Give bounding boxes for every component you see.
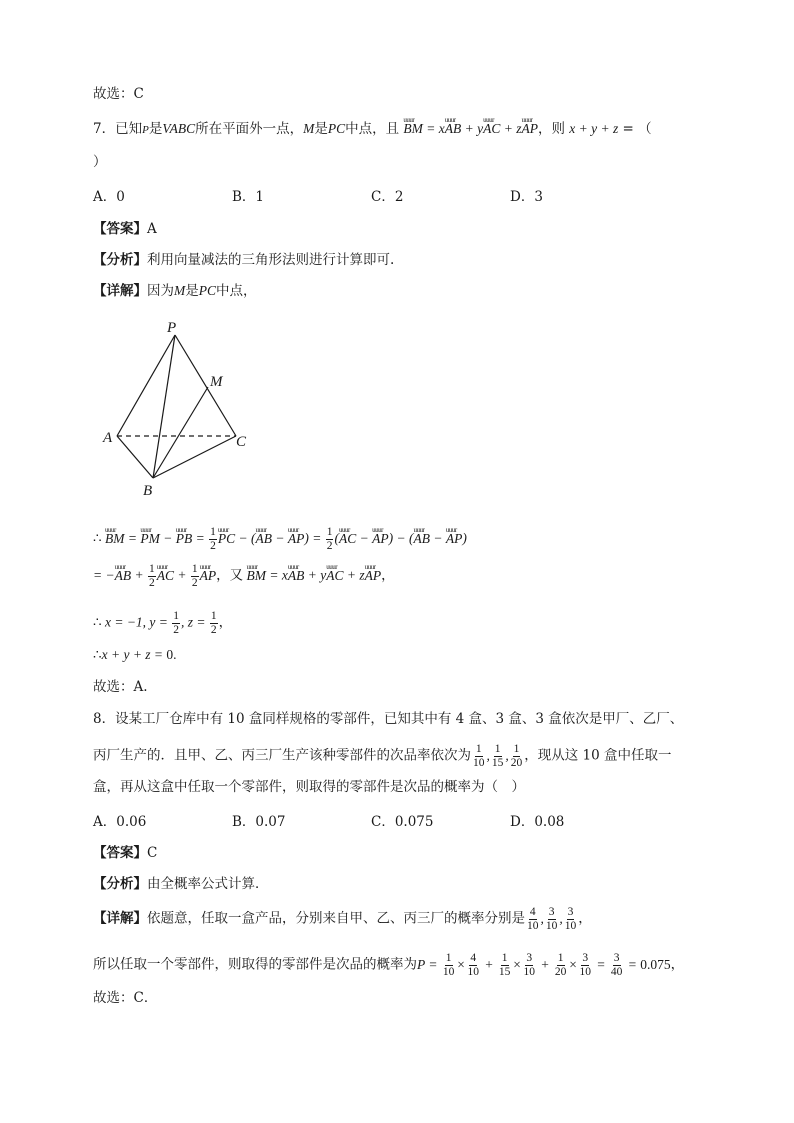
q7-derivation-line3: ∴ x = −1, y = $\frac{1}{2}$ , z = $\frac{1}{2}$ ， — [93, 610, 233, 636]
vertex-label-a: A — [103, 430, 113, 446]
q8-option-c: C．0.075 — [371, 814, 434, 830]
vertex-label-m: M — [210, 374, 223, 390]
q7-analysis: 【分析】利用向量减法的三角形法则进行计算即可. — [93, 252, 395, 268]
q7-detail: 【详解】因为M是PC中点， — [93, 283, 257, 299]
q8-analysis: 【分析】由全概率公式计算． — [93, 876, 269, 892]
q7-derivation-line1: ∴ uuur BM = uuur PM − uuur PB = $\frac{1}{2}$ uuur PC − (uuur AB − uuur AP) = $\frac{1}{2}$ (uuur AC − uuur AP) − (uuur AB − uuur AP) — [93, 526, 467, 553]
q7-options — [93, 187, 543, 207]
q8-detail-line2: 所以任取一个零部件，则取得的零部件是次品的概率为P = $\frac{1}{10}$ × $\frac{4}{10}$ + $\frac{1}{15}$ × $\frac{3}{10}$ + $\frac{1}{20}$ × $\frac{3}{10}$ = $\frac{3}{40}$ = 0.075， — [93, 952, 685, 978]
q8-option-b: B．0.07 — [232, 814, 286, 830]
q7-option-d: D．3 — [510, 189, 543, 205]
q7-option-c: C．2 — [371, 189, 404, 205]
q8-detail-line1: 【详解】依题意，任取一盒产品，分别来自甲、乙、丙三厂的概率分别是 $\frac{4}{10}$ , $\frac{3}{10}$ , $\frac{3}{10}$ ， — [93, 906, 592, 932]
q8-options — [93, 812, 564, 832]
q8-stem-line1: 8．设某工厂仓库中有 10 盒同样规格的零部件，已知其中有 4 盒、3 盒、3 盒依次是甲厂、乙厂、 — [93, 711, 684, 727]
vertex-label-b: B — [143, 483, 153, 499]
q7-derivation-line2: = −uuur AB + $\frac{1}{2}$ uuur AC + $\frac{1}{2}$ uuur AP，又 uuur BM = xuuur AB + yuuur AC + zuuur AP， — [93, 563, 395, 590]
q7-conclusion: 故选：A. — [93, 679, 148, 695]
q8-option-d: D．0.08 — [510, 814, 565, 830]
tetrahedron-figure — [100, 318, 260, 503]
q8-stem-line3: 盒，再从这盒中任取一个零部件，则取得的零部件是次品的概率为（ ） — [93, 779, 525, 795]
q7-answer: 【答案】A — [93, 221, 157, 237]
q7-stem-line1: 7．已知P是VABC所在平面外一点，M是PC中点，且 uuur BM = xuuur AB + yuuur AC + zuuur AP，则 x + y + z = （ — [93, 119, 652, 140]
q6-conclusion: 故选：C — [93, 86, 144, 102]
q7-option-a: A．0 — [93, 189, 125, 205]
q8-conclusion: 故选：C． — [93, 990, 158, 1006]
vertex-label-c: C — [236, 434, 247, 450]
q7-option-b: B．1 — [232, 189, 265, 205]
vertex-label-p: P — [167, 320, 177, 336]
q7-stem-line2: ） — [93, 154, 107, 170]
q8-option-a: A．0.06 — [93, 814, 147, 830]
q8-answer: 【答案】C — [93, 845, 158, 861]
q8-stem-line2: 丙厂生产的．且甲、乙、丙三厂生产该种零部件的次品率依次为 $\frac{1}{10}$ , $\frac{1}{15}$ , $\frac{1}{20}$ ，现从这 10 盒中任取一 — [93, 743, 672, 769]
q7-derivation-line4: ∴x + y + z = 0. — [93, 647, 177, 662]
